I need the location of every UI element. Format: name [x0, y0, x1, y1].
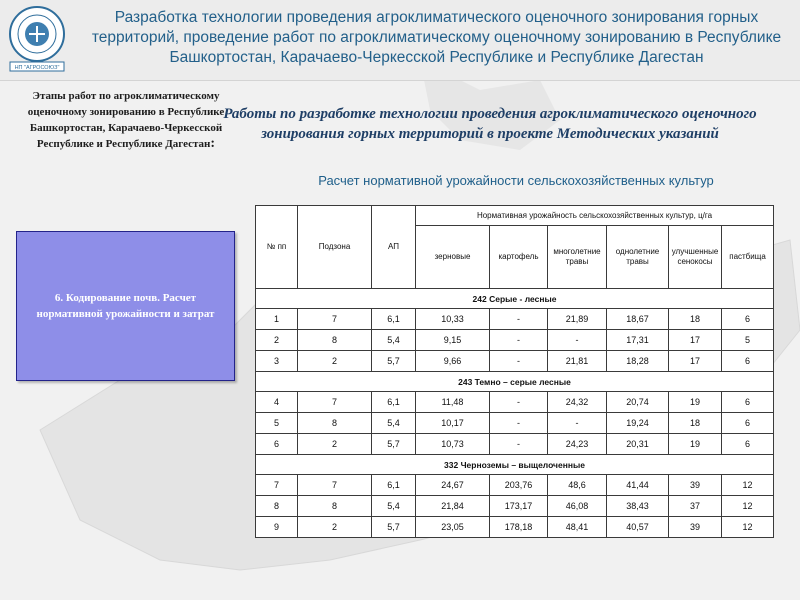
cell: 9 — [256, 517, 298, 538]
cell: 48,6 — [548, 475, 607, 496]
main-heading: Работы по разработке технологии проведения агроклиматического оценочного зонирования горных территорий в проекте Методических указаний — [223, 106, 757, 142]
cell: 6 — [722, 434, 774, 455]
cell: 6 — [256, 434, 298, 455]
cell: - — [548, 330, 607, 351]
cell: 12 — [722, 475, 774, 496]
table-row — [256, 434, 774, 455]
cell: 2 — [256, 330, 298, 351]
table-caption: Расчет нормативной урожайности сельскохозяйственных культур — [318, 173, 714, 188]
cell: 18,67 — [607, 309, 669, 330]
cell: 23,05 — [416, 517, 490, 538]
cell: 24,67 — [416, 475, 490, 496]
table-row — [256, 309, 774, 330]
cell: 17 — [669, 330, 722, 351]
table-row — [256, 392, 774, 413]
cell: 5,4 — [372, 413, 416, 434]
cell: 5 — [722, 330, 774, 351]
cell: 173,17 — [490, 496, 548, 517]
cell: 6,1 — [372, 309, 416, 330]
stage-item-6[interactable] — [16, 231, 235, 381]
cell: 3 — [256, 351, 298, 372]
cell: 178,18 — [490, 517, 548, 538]
cell: 4 — [256, 392, 298, 413]
section-title: 332 Черноземы – выщелоченные — [256, 455, 774, 475]
cell: - — [548, 413, 607, 434]
header-yield-group: Нормативная урожайность сельскохозяйственных культур, ц/га — [416, 206, 774, 226]
table-row — [256, 517, 774, 538]
cell: 8 — [298, 413, 372, 434]
cell: 24,32 — [548, 392, 607, 413]
cell: 39 — [669, 475, 722, 496]
cell: 10,33 — [416, 309, 490, 330]
table-row — [256, 413, 774, 434]
cell: 10,73 — [416, 434, 490, 455]
cell: 2 — [298, 434, 372, 455]
cell: 11,48 — [416, 392, 490, 413]
table-row — [256, 496, 774, 517]
page-title: Разработка технологии проведения агроклиматического оценочного зонирования горных территорий, проведение работ по агроклиматическому оценочному зонированию в Республике Башкортостан, Карачаево-Черкесской Республике и Республике Дагестан — [91, 9, 782, 66]
header-crop: многолетние травы — [548, 226, 607, 289]
cell: 9,66 — [416, 351, 490, 372]
cell: 1 — [256, 309, 298, 330]
table-row — [256, 330, 774, 351]
cell: - — [490, 434, 548, 455]
cell: 18,28 — [607, 351, 669, 372]
cell: 2 — [298, 517, 372, 538]
stages-heading-text: Этапы работ по агроклиматическому оценочному зонированию в Республике Башкортостан, Карачаево-Черкесской Республике и Республике Дагестан — [27, 90, 225, 150]
cell: 5,4 — [372, 496, 416, 517]
logo-label: НП "АГРОСОЮЗ" — [14, 65, 60, 71]
header-ap: АП — [372, 206, 416, 289]
cell: 8 — [256, 496, 298, 517]
cell: - — [490, 413, 548, 434]
cell: 18 — [669, 413, 722, 434]
cell: 41,44 — [607, 475, 669, 496]
cell: 19,24 — [607, 413, 669, 434]
header-crop: улучшенные сенокосы — [669, 226, 722, 289]
cell: 17,31 — [607, 330, 669, 351]
cell: 7 — [298, 475, 372, 496]
cell: 20,31 — [607, 434, 669, 455]
cell: - — [490, 330, 548, 351]
cell: 39 — [669, 517, 722, 538]
cell: 6 — [722, 351, 774, 372]
header-crop: зерновые — [416, 226, 490, 289]
cell: 38,43 — [607, 496, 669, 517]
cell: - — [490, 309, 548, 330]
header-crop: картофель — [490, 226, 548, 289]
cell: - — [490, 351, 548, 372]
cell: 8 — [298, 496, 372, 517]
cell: 46,08 — [548, 496, 607, 517]
cell: 21,81 — [548, 351, 607, 372]
table-row — [256, 475, 774, 496]
cell: 40,57 — [607, 517, 669, 538]
header-podzona: Подзона — [298, 206, 372, 289]
header-crop: однолетние травы — [607, 226, 669, 289]
stages-heading-colon: : — [210, 136, 216, 151]
cell: 5 — [256, 413, 298, 434]
cell: 203,76 — [490, 475, 548, 496]
cell: 5,7 — [372, 351, 416, 372]
cell: 6 — [722, 413, 774, 434]
cell: 12 — [722, 517, 774, 538]
cell: 10,17 — [416, 413, 490, 434]
cell: 7 — [298, 309, 372, 330]
cell: 12 — [722, 496, 774, 517]
cell: 48,41 — [548, 517, 607, 538]
cell: - — [490, 392, 548, 413]
cell: 17 — [669, 351, 722, 372]
cell: 8 — [298, 330, 372, 351]
cell: 6 — [722, 309, 774, 330]
cell: 21,84 — [416, 496, 490, 517]
cell: 2 — [298, 351, 372, 372]
header-crop: пастбища — [722, 226, 774, 289]
cell: 7 — [256, 475, 298, 496]
section-title: 242 Серые - лесные — [256, 289, 774, 309]
cell: 19 — [669, 434, 722, 455]
table-row — [256, 351, 774, 372]
cell: 7 — [298, 392, 372, 413]
yield-table — [255, 205, 774, 538]
header-bar — [0, 0, 800, 81]
cell: 24,23 — [548, 434, 607, 455]
cell: 37 — [669, 496, 722, 517]
cell: 5,7 — [372, 517, 416, 538]
cell: 19 — [669, 392, 722, 413]
section-title: 243 Темно – серые лесные — [256, 372, 774, 392]
cell: 21,89 — [548, 309, 607, 330]
cell: 5,4 — [372, 330, 416, 351]
cell: 18 — [669, 309, 722, 330]
cell: 6,1 — [372, 392, 416, 413]
stage-item-label: 6. Кодирование почв. Расчет нормативной урожайности и затрат — [36, 292, 215, 320]
cell: 5,7 — [372, 434, 416, 455]
cell: 9,15 — [416, 330, 490, 351]
cell: 6,1 — [372, 475, 416, 496]
cell: 20,74 — [607, 392, 669, 413]
organization-logo — [4, 4, 70, 72]
header-num: № пп — [256, 206, 298, 289]
cell: 6 — [722, 392, 774, 413]
